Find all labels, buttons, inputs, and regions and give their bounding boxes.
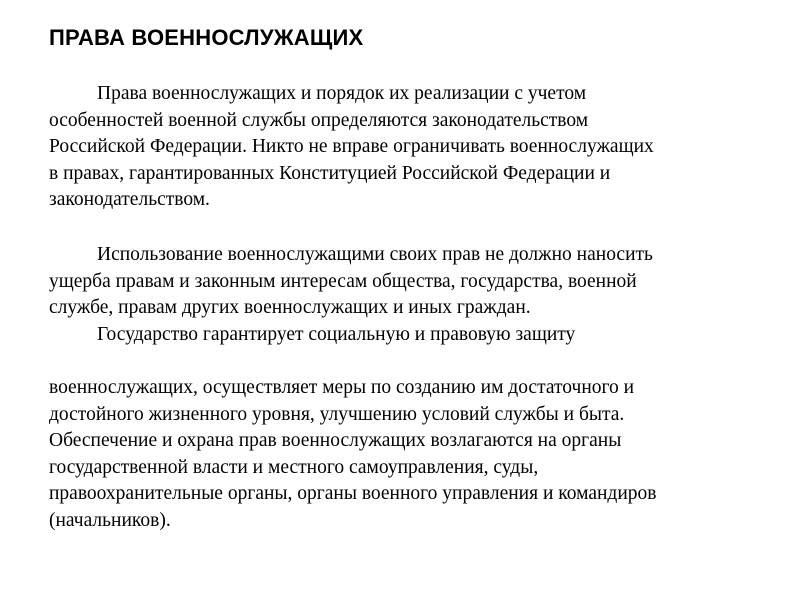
text-line: достойного жизненного уровня, улучшению условий службы и быта. [49,403,625,425]
paragraph-rights-usage [49,242,769,348]
paragraph-rights-definition [49,81,769,214]
text-line: ущерба правам и законным интересам общества, государства, военной [49,270,637,292]
text-line: военнослужащих, осуществляет меры по созданию им достаточного и [49,377,635,398]
text-line: Обеспечение и охрана прав военнослужащих возлагаются на органы [49,430,622,451]
slide-title: ПРАВА ВОЕННОСЛУЖАЩИХ [49,25,364,50]
text-line: государственной власти и местного самоуправления, суды, [49,456,539,478]
text-line: Использование военнослужащими своих прав не должно наносить [97,244,653,265]
text-line: Российской Федерации. Никто не вправе ограничивать военнослужащих [49,136,654,157]
text-line: Государство гарантирует социальную и правовую защиту [97,323,576,345]
text-line: службе, правам других военнослужащих и иных граждан. [49,297,531,318]
text-line: (начальников). [49,509,171,531]
text-line: Права военнослужащих и порядок их реализации с учетом [97,83,587,104]
paragraph-social-protection [49,375,769,534]
text-line: правоохранительные органы, органы военного управления и командиров [49,483,657,504]
text-line: особенностей военной службы определяются законодательством [49,109,589,131]
text-line: в правах, гарантированных Конституцией Российской Федерации и [49,162,611,184]
text-line: законодательством. [49,189,210,210]
